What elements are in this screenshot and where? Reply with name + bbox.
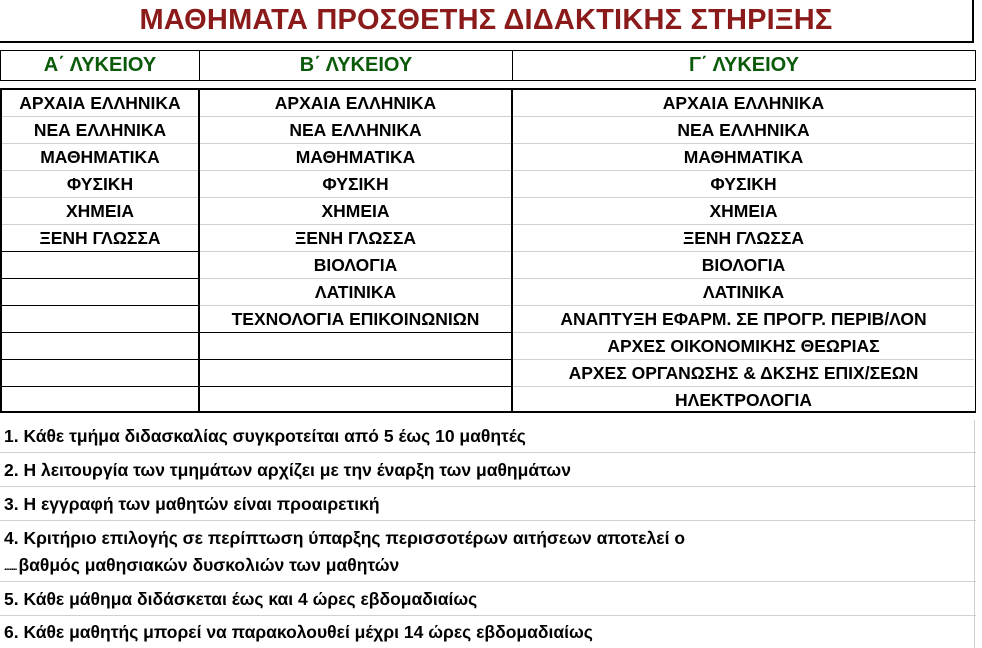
subject-cell: ΑΝΑΠΤΥΞΗ ΕΦΑΡΜ. ΣΕ ΠΡΟΓΡ. ΠΕΡΙΒ/ΛΟΝ — [513, 306, 974, 333]
subject-cell: ΜΑΘΗΜΑΤΙΚΑ — [2, 144, 198, 171]
note-text: 2. Η λειτουργία των τμημάτων αρχίζει με την έναρξη των μαθημάτων — [4, 459, 571, 480]
note-item — [0, 487, 976, 521]
header-grade-a: Α΄ ΛΥΚΕΙΟΥ — [0, 51, 200, 80]
continuation-dots: ....... — [4, 562, 17, 573]
subjects-table — [0, 88, 976, 413]
column-grade-a — [0, 90, 200, 411]
note-text: 4. Κριτήριο επιλογής σε περίπτωση ύπαρξης περισσοτέρων αιτήσεων αποτελεί ο — [4, 527, 686, 548]
empty-cell — [2, 306, 198, 333]
header-grade-c: Γ΄ ΛΥΚΕΙΟΥ — [513, 51, 976, 80]
subject-cell: ΝΕΑ ΕΛΛΗΝΙΚΑ — [513, 117, 974, 144]
header-grade-b: Β΄ ΛΥΚΕΙΟΥ — [200, 51, 513, 80]
subject-cell: ΒΙΟΛΟΓΙΑ — [513, 252, 974, 279]
subject-cell: ΒΙΟΛΟΓΙΑ — [200, 252, 511, 279]
empty-cell — [2, 360, 198, 387]
subject-cell: ΜΑΘΗΜΑΤΙΚΑ — [200, 144, 511, 171]
empty-cell — [200, 387, 511, 414]
subject-cell: ΦΥΣΙΚΗ — [513, 171, 974, 198]
note-item — [0, 453, 976, 487]
note-text: βαθμός μαθησιακών δυσκολιών των μαθητών — [18, 555, 400, 575]
subject-cell: ΗΛΕΚΤΡΟΛΟΓΙΑ — [675, 390, 812, 410]
empty-cell — [2, 333, 198, 360]
note-text: 6. Κάθε μαθητής μπορεί να παρακολουθεί μέχρι 14 ώρες εβδομαδιαίως — [4, 621, 593, 642]
subject-cell: ΧΗΜΕΙΑ — [513, 198, 974, 225]
notes-list — [0, 420, 976, 648]
subject-cell: ΧΗΜΕΙΑ — [2, 198, 198, 225]
note-continuation — [4, 555, 976, 580]
note-item — [0, 420, 976, 453]
subject-cell: ΧΗΜΕΙΑ — [200, 198, 511, 225]
subject-cell: ΞΕΝΗ ΓΛΩΣΣΑ — [513, 225, 974, 252]
subject-cell: ΛΑΤΙΝΙΚΑ — [513, 279, 974, 306]
empty-cell — [2, 252, 198, 279]
note-text: 3. Η εγγραφή των μαθητών είναι προαιρετική — [4, 493, 380, 514]
grade-header-row — [0, 50, 976, 81]
column-grade-b — [200, 90, 513, 411]
note-item — [0, 616, 976, 648]
subject-cell: ΑΡΧΑΙΑ ΕΛΛΗΝΙΚΑ — [200, 90, 511, 117]
subject-cell: ΑΡΧΑΙΑ ΕΛΛΗΝΙΚΑ — [2, 90, 198, 117]
column-grade-c — [513, 90, 974, 411]
note-item — [0, 582, 976, 616]
subject-cell: ΑΡΧΑΙΑ ΕΛΛΗΝΙΚΑ — [513, 90, 974, 117]
note-text: 1. Κάθε τμήμα διδασκαλίας συγκροτείται από 5 έως 10 μαθητές — [4, 426, 526, 446]
subject-cell: ΦΥΣΙΚΗ — [200, 171, 511, 198]
empty-cell — [2, 387, 198, 414]
note-text: 5. Κάθε μάθημα διδάσκεται έως και 4 ώρες εβδομαδιαίως — [4, 588, 478, 609]
subject-cell: ΤΕΧΝΟΛΟΓΙΑ ΕΠΙΚΟΙΝΩΝΙΩΝ — [200, 306, 511, 333]
subject-cell: ΑΡΧΕΣ ΟΙΚΟΝΟΜΙΚΗΣ ΘΕΩΡΙΑΣ — [513, 333, 974, 360]
subject-cell: ΝΕΑ ΕΛΛΗΝΙΚΑ — [200, 117, 511, 144]
subject-cell: ΝΕΑ ΕΛΛΗΝΙΚΑ — [2, 117, 198, 144]
subject-cell: ΞΕΝΗ ΓΛΩΣΣΑ — [2, 225, 198, 252]
subject-cell: ΦΥΣΙΚΗ — [2, 171, 198, 198]
page-title: ΜΑΘΗΜΑΤΑ ΠΡΟΣΘΕΤΗΣ ΔΙΔΑΚΤΙΚΗΣ ΣΤΗΡΙΞΗΣ — [0, 0, 974, 43]
empty-cell — [2, 279, 198, 306]
gridline — [974, 420, 975, 648]
subject-cell: ΞΕΝΗ ΓΛΩΣΣΑ — [200, 225, 511, 252]
empty-cell — [200, 333, 511, 360]
subject-cell: ΑΡΧΕΣ ΟΡΓΑΝΩΣΗΣ & ΔΚΣΗΣ ΕΠΙΧ/ΣΕΩΝ — [513, 360, 974, 387]
subject-cell: ΛΑΤΙΝΙΚΑ — [200, 279, 511, 306]
note-item — [0, 521, 976, 582]
empty-cell — [200, 360, 511, 387]
subject-cell: ΜΑΘΗΜΑΤΙΚΑ — [513, 144, 974, 171]
